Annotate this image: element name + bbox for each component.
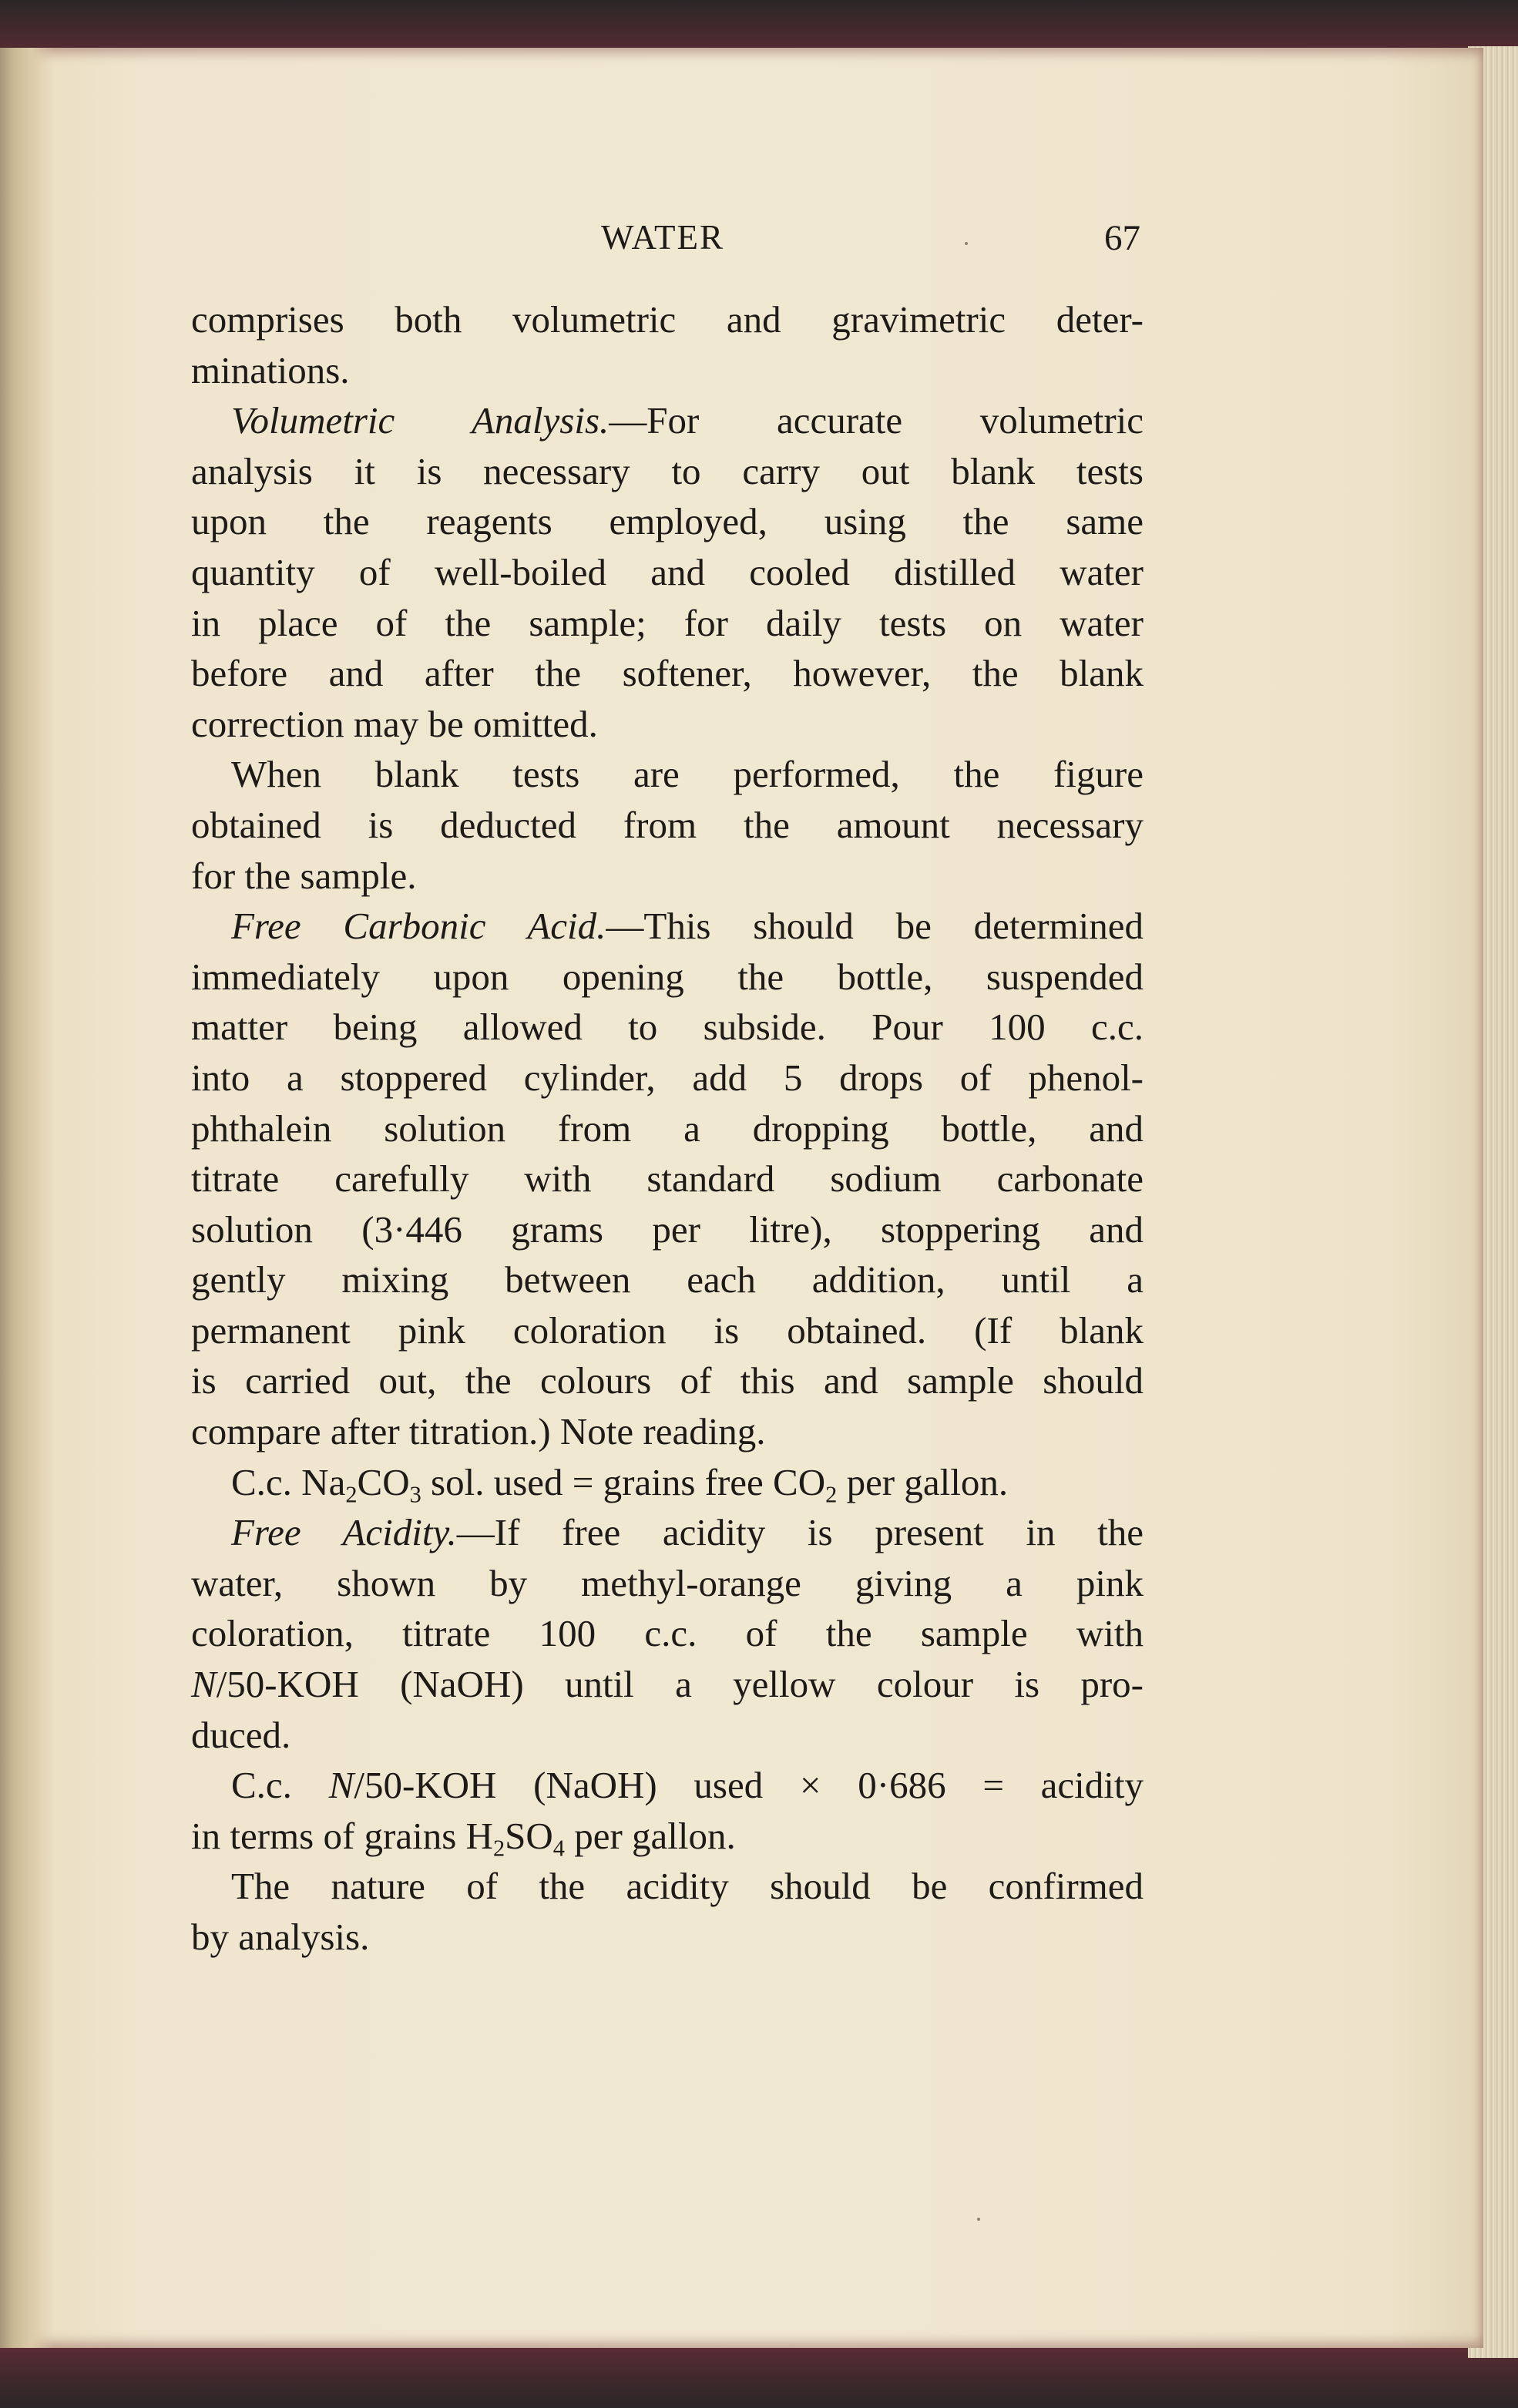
text-run: —For accurate volumetric [609,399,1144,442]
text-line: by analysis. [191,1916,370,1958]
page-number: 67 [1104,218,1140,258]
text-line: correction may be omitted. [191,702,598,745]
subscript: 2 [345,1481,358,1508]
formula-acidity [191,1760,1144,1811]
page-header [185,217,1140,264]
text-line: compare after titration.) Note reading. [191,1410,766,1453]
section-heading-free-carbonic-acid: Free Carbonic Acid. [231,905,606,948]
text-line: When blank tests are performed, the figure [231,753,1144,796]
text-run: /50-KOH (NaOH) until a yellow colour is pro- [216,1663,1144,1706]
subscript: 2 [492,1835,505,1862]
paper-speck [977,2218,980,2221]
text-line: for the sample. [191,854,417,897]
body-text [191,294,1144,1963]
subscript: 3 [409,1481,421,1508]
text-line: coloration, titrate 100 c.c. of the sample with [191,1612,1144,1655]
text-line: immediately upon opening the bottle, suspended [191,955,1144,998]
text-run: per gallon. [564,1814,736,1857]
text-line: The nature of the acidity should be confirmed [231,1865,1144,1908]
text-run: SO [505,1814,553,1857]
text-line: minations. [191,348,350,391]
text-run: sol. used = grains free CO [421,1460,826,1503]
text-line: obtained is deducted from the amount necessary [191,803,1144,846]
text-line [191,1659,1144,1710]
text-line: upon the reagents employed, using the same [191,500,1144,543]
text-line: water, shown by methyl-orange giving a pink [191,1561,1144,1604]
text-run: C.c. Na [231,1460,346,1503]
text-run: C.c. [231,1764,329,1807]
text-run: /50-KOH (NaOH) used × 0·686 = acidity [354,1764,1144,1807]
text-line: is carried out, the colours of this and sample should [191,1359,1144,1402]
text-line: duced. [191,1713,291,1756]
text-line: gently mixing between each addition, until a [191,1258,1144,1301]
subscript: 4 [552,1835,565,1862]
section-heading-volumetric: Volumetric Analysis. [231,399,610,442]
subscript: 2 [825,1481,838,1508]
text-run: —This should be determined [606,905,1144,948]
text-line: permanent pink coloration is obtained. (If blank [191,1308,1144,1352]
text-line: solution (3·446 grams per litre), stoppering and [191,1207,1144,1251]
text-line: into a stoppered cylinder, add 5 drops of phenol- [191,1056,1144,1099]
text-run: —If free acidity is present in the [456,1511,1144,1554]
text-line: comprises both volumetric and gravimetric deter- [191,298,1144,341]
text-line [191,395,1144,446]
formula-carbonic-acid [191,1457,1144,1508]
text-line [191,901,1144,952]
text-line: matter being allowed to subside. Pour 100 c.c. [191,1006,1144,1049]
paper-speck [965,242,968,245]
normality-symbol: N [191,1663,217,1706]
text-line: titrate carefully with standard sodium carbonate [191,1157,1144,1201]
text-line: phthalein solution from a dropping bottle, and [191,1107,1144,1150]
text-line: before and after the softener, however, the blank [191,652,1144,695]
page-gutter [0,48,54,2348]
section-heading-free-acidity: Free Acidity. [231,1511,457,1554]
text-line: in place of the sample; for daily tests on water [191,601,1144,644]
normality-symbol: N [328,1764,354,1807]
text-line [191,1811,1144,1862]
text-line: analysis it is necessary to carry out blank tests [191,449,1144,492]
text-line: quantity of well-boiled and cooled distilled water [191,550,1144,593]
text-run: per gallon. [837,1460,1009,1503]
text-run: CO [357,1460,410,1503]
running-head: WATER [601,218,724,257]
text-run: in terms of grains H [191,1814,493,1857]
text-line [191,1507,1144,1558]
